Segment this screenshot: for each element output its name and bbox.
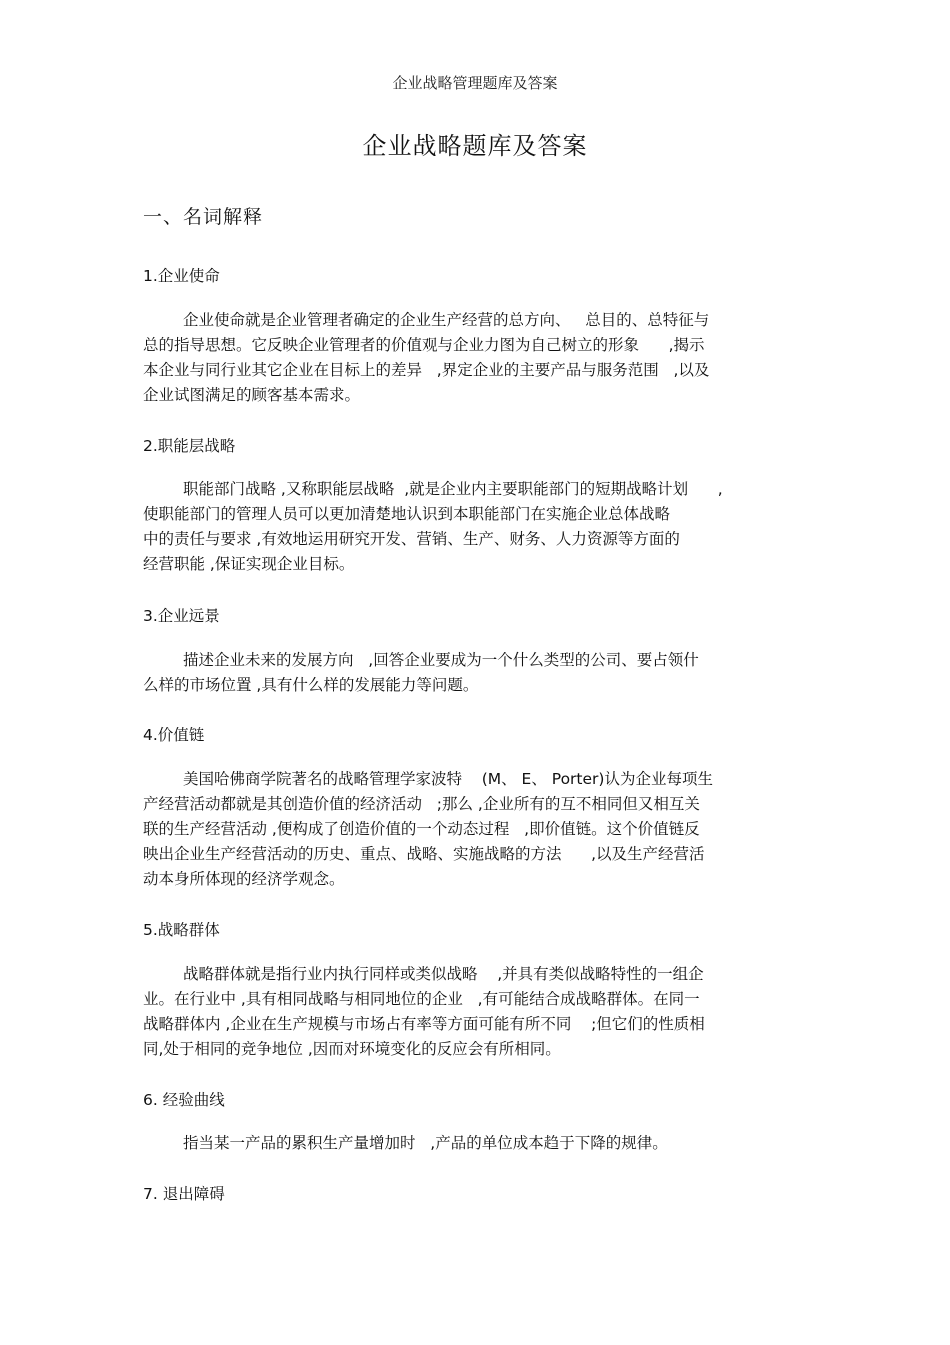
term-body-strategic-group: 战略群体就是指行业内执行同样或类似战略 ,并具有类似战略特性的一组企 业。在行业中 ,具有相同战略与相同地位的企业 ,有可能结合成战略群体。在同一 战略群体内 ,企业在生产规模与市场占有率等方面可能有所不同 ;但它们的性质相 同,处于相同的竞争地位 ,因而对环境变化的反应会有所相同。 bbox=[143, 965, 705, 1058]
term-heading-experience-curve: 6. 经验曲线 bbox=[143, 1091, 225, 1109]
term-heading-functional-strategy: 2.职能层战略 bbox=[143, 437, 236, 455]
term-body-experience-curve: 指当某一产品的累积生产量增加时 ,产品的单位成本趋于下降的规律。 bbox=[183, 1134, 668, 1152]
term-heading-strategic-group: 5.战略群体 bbox=[143, 921, 220, 939]
term-heading-vision: 3.企业远景 bbox=[143, 607, 220, 625]
term-heading-mission: 1.企业使命 bbox=[143, 267, 220, 285]
document-title: 企业战略题库及答案 bbox=[362, 132, 588, 160]
term-heading-value-chain: 4.价值链 bbox=[143, 726, 205, 744]
running-header: 企业战略管理题库及答案 bbox=[392, 74, 558, 92]
term-body-mission: 企业使命就是企业管理者确定的企业生产经营的总方向、 总目的、总特征与 总的指导思想。它反映企业管理者的价值观与企业力图为自己树立的形象 ,揭示 本企业与同行业其它企业在目标上的差异 ,界定企业的主要产品与服务范围 ,以及 企业试图满足的顾客基本需求。 bbox=[143, 311, 710, 404]
term-body-functional-strategy: 职能部门战略 ,又称职能层战略 ,就是企业内主要职能部门的短期战略计划 , 使职能部门的管理人员可以更加清楚地认识到本职能部门在实施企业总体战略 中的责任与要求 ,有效地运用研究开发、营销、生产、财务、人力资源等方面的 经营职能 ,保证实现企业目标。 bbox=[143, 480, 723, 573]
term-body-value-chain: 美国哈佛商学院著名的战略管理学家波特 (M、 E、 Porter)认为企业每项生 产经营活动都就是其创造价值的经济活动 ;那么 ,企业所有的互不相同但又相互关 联的生产经营活动 ,便构成了创造价值的一个动态过程 ,即价值链。这个价值链反 映出企业生产经营活动的历史、重点、战略、实施战略的方法 ,以及生产经营活 动本身所体现的经济学观念。 bbox=[143, 770, 713, 888]
section-heading: 一、名词解释 bbox=[143, 206, 264, 228]
term-heading-exit-barrier: 7. 退出障碍 bbox=[143, 1185, 225, 1203]
term-body-vision: 描述企业未来的发展方向 ,回答企业要成为一个什么类型的公司、要占领什 么样的市场位置 ,具有什么样的发展能力等问题。 bbox=[143, 651, 699, 694]
